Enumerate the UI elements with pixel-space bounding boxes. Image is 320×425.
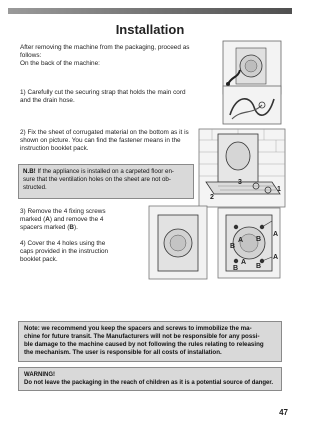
label-a-top-left: A — [238, 237, 244, 244]
label-a-top-right: A — [273, 231, 279, 238]
step-4-line-3: booklet pack. — [20, 256, 58, 264]
page-title: Installation — [115, 22, 185, 37]
step-1-line-2: and the drain hose. — [20, 97, 75, 105]
step-3-line-2 — [20, 216, 130, 224]
note-lead: N.B! — [23, 168, 36, 175]
step-4-line-2: caps provided in the instruction — [20, 248, 109, 256]
step-1-text — [20, 89, 220, 105]
step-2-line-1: 2) Fix the sheet of corrugated material on the bottom as it is — [20, 129, 189, 136]
recommendation-box — [18, 321, 282, 362]
figure-screws-spacers — [148, 205, 284, 280]
step-2-text — [20, 129, 220, 154]
note-text-1: If the appliance is installed on a carpeted floor en- — [35, 168, 174, 175]
note-box — [18, 164, 194, 199]
step-1-line-1: 1) Carefully cut the securing strap that holds the main cord — [20, 89, 186, 96]
label-b-top-left: B — [230, 243, 236, 250]
label-a-bottom-right: A — [273, 254, 279, 261]
step-3-line-3 — [20, 224, 130, 232]
warning-box — [18, 367, 282, 391]
intro-line-3: On the back of the machine: — [20, 60, 100, 68]
label-a-bottom-left: A — [241, 259, 247, 266]
figure-corrugated-sheet — [198, 128, 286, 208]
intro-line-2: follows: — [20, 52, 42, 60]
warning-line-1: Do not leave the packaging in the reach of children as it is a potential source of danger. — [24, 380, 274, 386]
recommend-line-3: ble damage to the machine caused by not following the rules relating to releasing — [24, 341, 264, 348]
page-number: 47 — [279, 408, 288, 417]
label-b-bottom-left: B — [233, 265, 239, 272]
step-3-label-b: B — [69, 224, 74, 232]
note-line-2: sure that the ventilation holes on the sheet are not ob- — [23, 176, 171, 183]
step-2-line-2a: shown on picture. — [20, 137, 71, 145]
label-1: 1 — [277, 186, 281, 193]
recommend-line-2: chine for future transit. The Manufacturers will not be responsible for any possi- — [24, 333, 260, 340]
step-4-text — [20, 240, 130, 265]
intro-line-1: After removing the machine from the packaging, proceed as — [20, 44, 190, 51]
label-b-top-right: B — [256, 236, 262, 243]
step-3-line-2b: ) and remove the 4 — [49, 216, 104, 224]
note-line-1 — [23, 168, 189, 176]
step-2-line-2 — [20, 137, 220, 145]
step-3-line-3b: ). — [74, 224, 78, 232]
note-line-3: structed. — [23, 184, 47, 191]
warning-heading: WARNING! — [24, 372, 55, 378]
step-2-line-2b: You can find the fastener means in the — [70, 137, 181, 145]
label-2: 2 — [210, 194, 214, 201]
intro-text — [20, 44, 220, 69]
step-3-text — [20, 208, 130, 233]
step-3-label-a: A — [45, 216, 50, 224]
step-3-line-2a: marked ( — [20, 216, 46, 224]
label-3: 3 — [238, 179, 242, 186]
step-2-line-3: instruction booklet pack. — [20, 145, 89, 153]
header-bar — [8, 8, 292, 14]
step-3-line-3a: spacers marked ( — [20, 224, 70, 232]
figure-hoses — [222, 85, 282, 125]
step-3-line-1: 3) Remove the 4 fixing screws — [20, 208, 106, 215]
step-4-line-1: 4) Cover the 4 holes using the — [20, 240, 106, 247]
recommend-line-1: Note: we recommend you keep the spacers and screws to immobilize the ma- — [24, 325, 252, 332]
label-b-bottom-right: B — [256, 263, 262, 270]
recommend-line-4: the mechanism. The user is responsible for all costs of installation. — [24, 349, 222, 356]
